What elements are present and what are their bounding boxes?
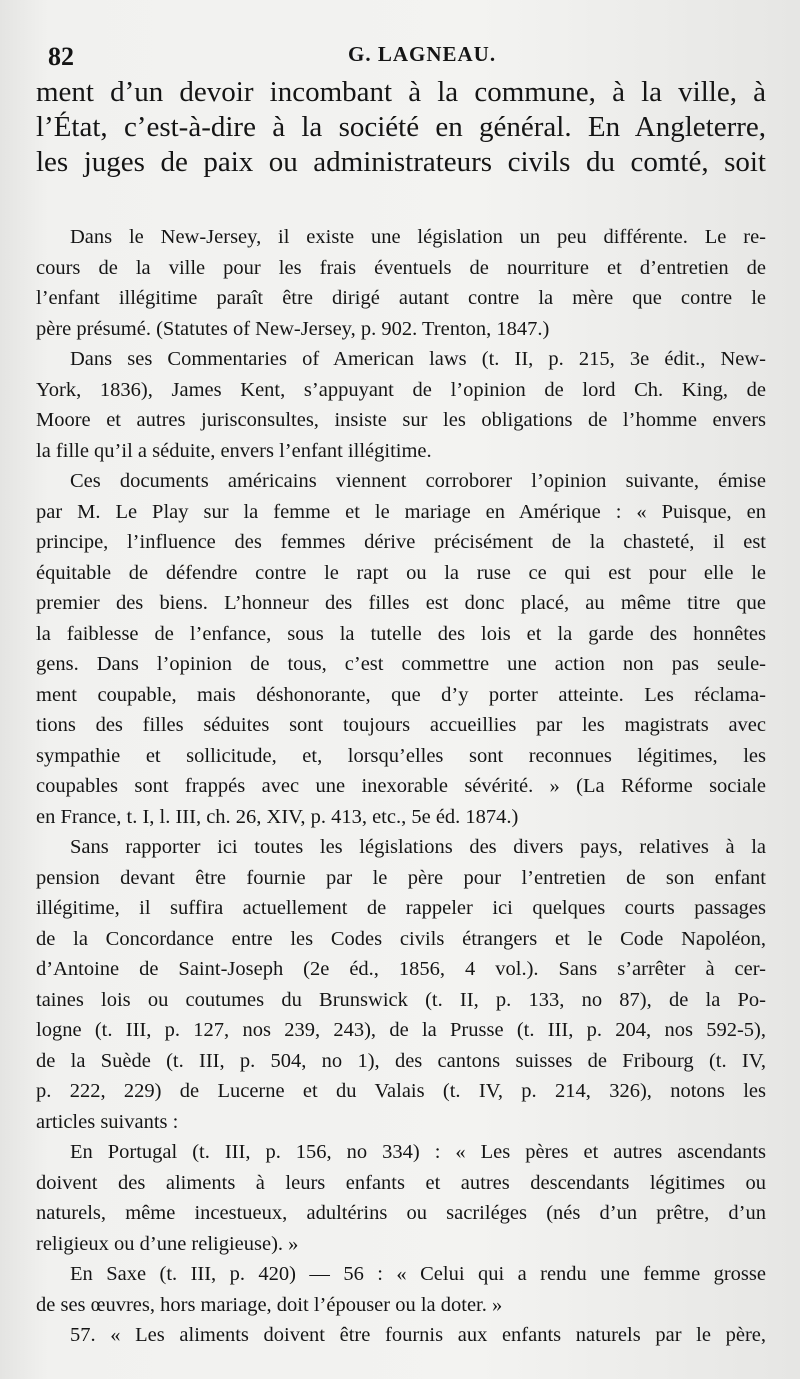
footnote-line: équitable de défendre contre le rapt ou la ruse ce qui est pour elle le: [36, 561, 766, 584]
footnote-line: logne (t. III, p. 127, nos 239, 243), de la Prusse (t. III, p. 204, nos 592-5),: [36, 1019, 766, 1041]
main-text-line: l’État, c’est-à-dire à la société en général. En Angleterre,: [36, 111, 766, 143]
footnote-line: gens. Dans l’opinion de tous, c’est commettre une action non pas seule-: [36, 653, 766, 675]
footnote-line: la faiblesse de l’enfance, sous la tutelle des lois et la garde des honnêtes: [36, 622, 766, 645]
footnote-line: Sans rapporter ici toutes les législations des divers pays, relatives à la: [70, 836, 766, 858]
footnote-line: premier des biens. L’honneur des filles est donc placé, au même titre que: [36, 592, 766, 614]
main-text-line: ment d’un devoir incombant à la commune, à la ville, à: [36, 76, 766, 108]
footnote-line: taines lois ou coutumes du Brunswick (t. II, p. 133, no 87), de la Po-: [36, 988, 766, 1011]
footnote-line: en France, t. I, l. III, ch. 26, XIV, p. 413, etc., 5e éd. 1874.): [36, 805, 519, 828]
footnote-block: [36, 222, 766, 1351]
footnote-line: Ces documents américains viennent corroborer l’opinion suivante, émise: [70, 470, 766, 492]
footnote-line: de la Concordance entre les Codes civils étrangers et le Code Napoléon,: [36, 927, 766, 950]
footnote-line: articles suivants :: [36, 1110, 179, 1133]
footnote-line: Dans le New-Jersey, il existe une législation un peu différente. Le re-: [70, 226, 766, 248]
footnote-line: York, 1836), James Kent, s’appuyant de l’opinion de lord Ch. King, de: [36, 378, 766, 401]
footnote-line: naturels, même incestueux, adultérins ou sacriléges (nés d’un prêtre, d’un: [36, 1202, 766, 1224]
footnote-line: Moore et autres jurisconsultes, insiste sur les obligations de l’homme envers: [36, 409, 766, 431]
footnote-line: En Portugal (t. III, p. 156, no 334) : « Les pères et autres ascendants: [70, 1141, 766, 1163]
page-header: [48, 38, 764, 78]
footnote-line: ment coupable, mais déshonorante, que d’y porter atteinte. Les réclama-: [36, 683, 766, 706]
footnote-line: sympathie et sollicitude, et, lorsqu’elles sont reconnues légitimes, les: [36, 744, 766, 767]
page-number: 82: [48, 42, 74, 71]
footnote-line: coupables sont frappés avec une inexorable sévérité. » (La Réforme sociale: [36, 775, 766, 797]
main-text: [36, 75, 766, 180]
footnote-line: la fille qu’il a séduite, envers l’enfant illégitime.: [36, 439, 432, 462]
footnote-line: Dans ses Commentaries of American laws (t. II, p. 215, 3e édit., New-: [70, 348, 766, 370]
footnote-line: par M. Le Play sur la femme et le mariage en Amérique : « Puisque, en: [36, 500, 766, 523]
footnote-line: d’Antoine de Saint-Joseph (2e éd., 1856, 4 vol.). Sans s’arrêter à cer-: [36, 958, 766, 980]
footnote-line: 57. « Les aliments doivent être fournis aux enfants naturels par le père,: [70, 1324, 766, 1346]
footnote-line: de la Suède (t. III, p. 504, no 1), des cantons suisses de Fribourg (t. IV,: [36, 1049, 766, 1072]
footnote-line: religieux ou d’une religieuse). »: [36, 1232, 299, 1255]
main-text-line: les juges de paix ou administrateurs civils du comté, soit: [36, 146, 766, 178]
footnote-line: illégitime, il suffira actuellement de rappeler ici quelques courts passages: [36, 897, 766, 919]
footnote-line: principe, l’influence des femmes dérive précisément de la chasteté, il est: [36, 531, 766, 553]
footnote-line: pension devant être fournie par le père pour l’entretien de son enfant: [36, 866, 766, 889]
footnote-line: l’enfant illégitime paraît être dirigé autant contre la mère que contre le: [36, 287, 766, 309]
footnote-line: père présumé. (Statutes of New-Jersey, p. 902. Trenton, 1847.): [36, 317, 550, 340]
footnote-line: de ses œuvres, hors mariage, doit l’épouser ou la doter. »: [36, 1293, 503, 1316]
footnote-line: En Saxe (t. III, p. 420) — 56 : « Celui qui a rendu une femme grosse: [70, 1263, 766, 1285]
footnote-line: tions des filles séduites sont toujours accueillies par les magistrats avec: [36, 714, 766, 736]
footnote-line: doivent des aliments à leurs enfants et autres descendants légitimes ou: [36, 1171, 766, 1194]
running-head: G. LAGNEAU.: [348, 42, 497, 66]
footnote-line: cours de la ville pour les frais éventuels de nourriture et d’entretien de: [36, 256, 766, 279]
footnote-line: p. 222, 229) de Lucerne et du Valais (t. IV, p. 214, 326), notons les: [36, 1080, 766, 1102]
